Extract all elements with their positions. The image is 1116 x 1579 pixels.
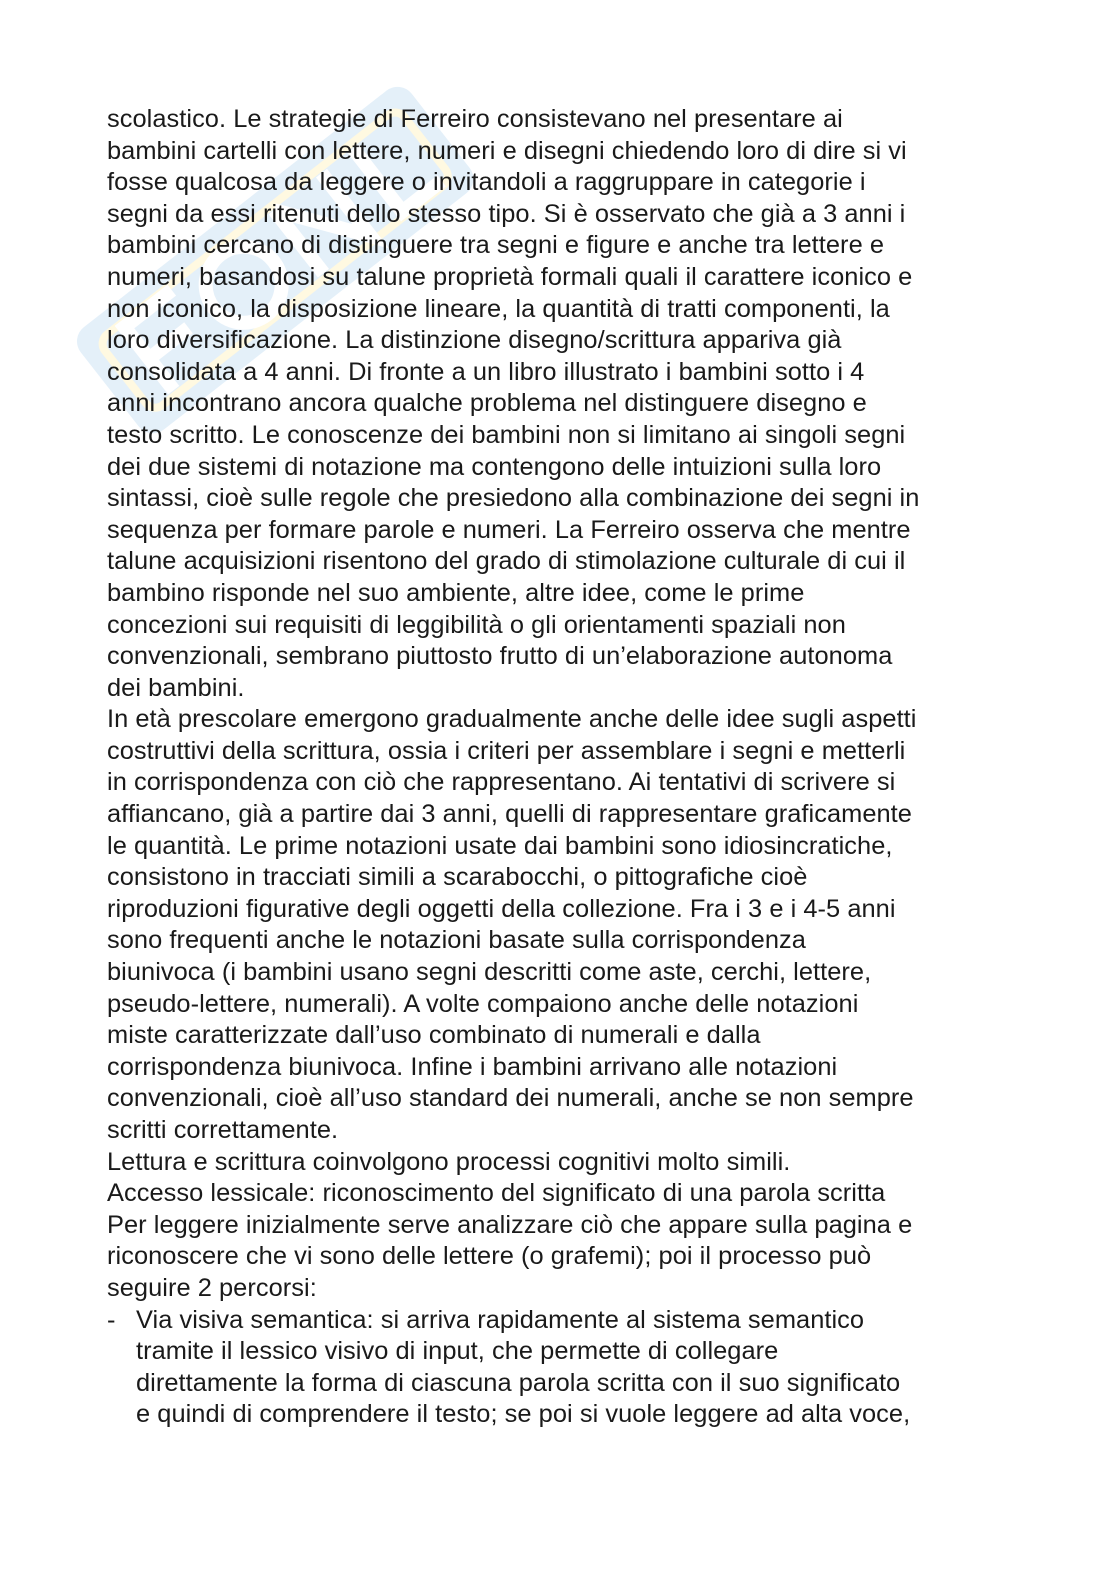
text-line: convenzionali, sembrano piuttosto frutto di un’elaborazione autonoma [107, 642, 893, 671]
text-line: costruttivi della scrittura, ossia i criteri per assemblare i segni e metterli [107, 736, 906, 765]
text-line: seguire 2 percorsi: [107, 1273, 317, 1302]
text-line: segni da essi ritenuti dello stesso tipo. Si è osservato che già a 3 anni i [107, 199, 906, 228]
text-line: Per leggere inizialmente serve analizzare ciò che appare sulla pagina e [107, 1210, 913, 1239]
bullet-line: e quindi di comprendere il testo; se poi si vuole leggere ad alta voce, [136, 1400, 911, 1429]
bullet-line: direttamente la forma di ciascuna parola scritta con il suo significato [136, 1368, 901, 1397]
text-line: sequenza per formare parole e numeri. La Ferreiro osserva che mentre [107, 515, 911, 544]
bullet-line: Via visiva semantica: si arriva rapidamente al sistema semantico [136, 1305, 865, 1334]
text-line: talune acquisizioni risentono del grado di stimolazione culturale di cui il [107, 547, 906, 576]
text-line: convenzionali, cioè all’uso standard dei numerali, anche se non sempre [107, 1084, 914, 1113]
text-line: consolidata a 4 anni. Di fronte a un libro illustrato i bambini sotto i 4 [107, 357, 865, 386]
text-line: In età prescolare emergono gradualmente anche delle idee sugli aspetti [107, 705, 917, 734]
text-line: biunivoca (i bambini usano segni descritti come aste, cerchi, lettere, [107, 958, 872, 987]
text-line: scritti correttamente. [107, 1116, 339, 1144]
text-line: scolastico. Le strategie di Ferreiro consistevano nel presentare ai [107, 105, 843, 133]
text-line: testo scritto. Le conoscenze dei bambini non si limitano ai singoli segni [107, 420, 906, 449]
document-body [107, 104, 1012, 1431]
text-line: dei bambini. [107, 673, 245, 702]
text-line: Lettura e scrittura coinvolgono processi cognitivi molto simili. [107, 1147, 791, 1176]
text-line: corrispondenza biunivoca. Infine i bambini arrivano alle notazioni [107, 1052, 838, 1081]
text-line: bambini cercano di distinguere tra segni e figure e anche tra lettere e [107, 231, 885, 260]
text-line: riconoscere che vi sono delle lettere (o grafemi); poi il processo può [107, 1242, 872, 1271]
body-lines [107, 104, 1012, 1305]
text-line: sono frequenti anche le notazioni basate sulla corrispondenza [107, 926, 806, 955]
text-line: in corrispondenza con ciò che rappresentano. Ai tentativi di scrivere si [107, 768, 896, 797]
text-line: numeri, basandosi su talune proprietà formali quali il carattere iconico e [107, 262, 913, 291]
bullet-item [107, 1305, 1012, 1431]
text-line: affiancano, già a partire dai 3 anni, quelli di rappresentare graficamente [107, 800, 912, 829]
text-line: anni incontrano ancora qualche problema nel distinguere disegno e [107, 389, 867, 418]
text-line: non iconico, la disposizione lineare, la quantità di tratti componenti, la [107, 294, 890, 323]
text-line: Accesso lessicale: riconoscimento del significato di una parola scritta [107, 1179, 886, 1208]
text-line: bambino risponde nel suo ambiente, altre idee, come le prime [107, 578, 805, 607]
text-line: fosse qualcosa da leggere o invitandoli a raggruppare in categorie i [107, 168, 866, 197]
text-line: miste caratterizzate dall’uso combinato di numerali e dalla [107, 1021, 761, 1050]
bullet-line: tramite il lessico visivo di input, che permette di collegare [136, 1337, 779, 1366]
bullet-marker: - [107, 1305, 116, 1334]
text-line: sintassi, cioè sulle regole che presiedono alla combinazione dei segni in [107, 484, 920, 513]
text-line: pseudo-lettere, numerali). A volte compaiono anche delle notazioni [107, 989, 859, 1018]
text-line: le quantità. Le prime notazioni usate dai bambini sono idiosincratiche, [107, 831, 893, 860]
text-line: bambini cartelli con lettere, numeri e disegni chiedendo loro di dire si vi [107, 136, 907, 165]
text-line: consistono in tracciati simili a scarabocchi, o pittografiche cioè [107, 863, 808, 892]
text-line: loro diversificazione. La distinzione disegno/scrittura appariva già [107, 326, 842, 355]
text-line: concezioni sui requisiti di leggibilità o gli orientamenti spaziali non [107, 610, 846, 639]
text-line: riproduzioni figurative degli oggetti della collezione. Fra i 3 e i 4-5 anni [107, 894, 896, 923]
text-line: dei due sistemi di notazione ma contengono delle intuizioni sulla loro [107, 452, 882, 481]
